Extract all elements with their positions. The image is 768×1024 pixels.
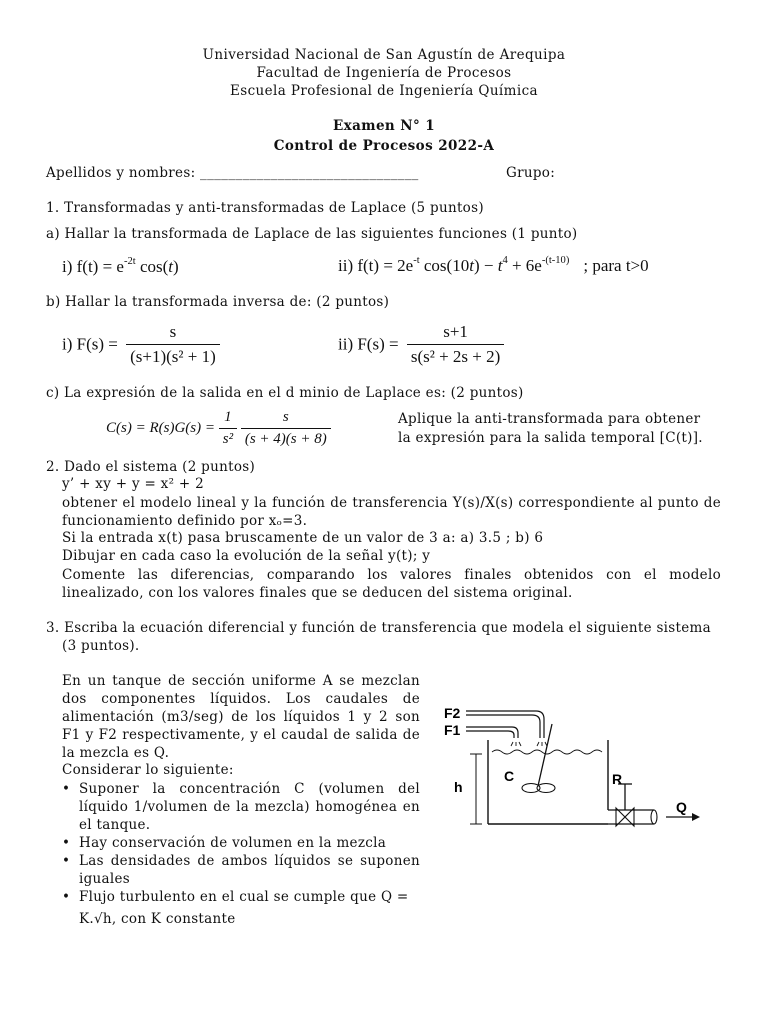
q1c-note-line1: Aplique la anti-transformada para obtener <box>398 411 701 427</box>
q1-heading: 1. Transformadas y anti-transformadas de Laplace (5 puntos) <box>46 200 484 216</box>
label-f1: F1 <box>444 722 461 738</box>
q3-flow-equation: K.√h, con K constante <box>79 911 236 927</box>
q2-heading: 2. Dado el sistema (2 puntos) <box>46 459 256 475</box>
height-marker <box>470 754 482 824</box>
q1a-i-expression: i) $f(t) = e^{-2t}$ cos(t) <box>62 256 179 276</box>
q3-intro: En un tanque de sección uniforme A se mezclan dos componentes líquidos. Los caudales de alimentación (m3/seg) de los líquidos 1 y 2 son F1 y F2 respectivamente, y el caudal de salida de la mezcla es Q. <box>62 673 420 761</box>
q1c-expression: C(s) = R(s)G(s) = $\frac{1}{\text{s²}}$ $\frac{s}{(s + 4)(s + 8)}$ <box>106 409 331 448</box>
name-field-label: Apellidos y nombres: _______________________________ <box>46 165 419 181</box>
q2-equation: y’ + xy + y = x² + 2 <box>62 476 204 492</box>
feed-pipe-f2 <box>466 711 547 746</box>
liquid-surface <box>492 750 602 754</box>
university-name: Universidad Nacional de San Agustín de Arequipa <box>202 47 566 63</box>
q3-consider-label: Considerar lo siguiente: <box>62 762 234 778</box>
tank-mixing-diagram <box>440 700 710 840</box>
outlet-pipe <box>608 810 657 824</box>
q2-paragraph-1: obtener el modelo lineal y la función de transferencia Y(s)/X(s) correspondiente al punto de funcionamiento definido por xₒ=3. <box>62 495 721 529</box>
faculty-name: Facultad de Ingeniería de Procesos <box>256 65 512 81</box>
label-c: C <box>504 768 515 784</box>
list-item: • Suponer la concentración C (volumen del líquido 1/volumen de la mezcla) homogénea en el tanque. <box>62 780 420 834</box>
label-r: R <box>612 771 623 787</box>
group-field-label: Grupo: <box>506 165 556 181</box>
feed-pipe-f1 <box>466 727 521 746</box>
q1b-ii-expression: ii) F(s) = $\frac{s+1}{\text{s(s² + 2s + 2)}}$ <box>338 322 504 367</box>
q2-paragraph-4: Comente las diferencias, comparando los valores finales obtenidos con el modelo linealizado, con los valores finales que se deducen del sistema original. <box>62 567 721 601</box>
q3-heading-line2: (3 puntos). <box>62 638 140 654</box>
list-item: • Hay conservación de volumen en la mezcla <box>62 834 420 852</box>
list-item: • Flujo turbulento en el cual se cumple que Q = <box>62 888 420 906</box>
q1c-heading: c) La expresión de la salida en el d minio de Laplace es: (2 puntos) <box>46 385 524 401</box>
valve-icon <box>616 784 634 826</box>
q1b-heading: b) Hallar la transformada inversa de: (2 puntos) <box>46 294 390 310</box>
exam-subtitle: Control de Procesos 2022-A <box>273 138 495 154</box>
q1a-ii-expression: ii) $f(t) = 2e^{-t}$ $\cos(10t) - t^4 + 6e^{-(t-10)}$ ; para t>0 <box>338 255 649 275</box>
label-f2: F2 <box>444 705 461 721</box>
q1c-note-line2: la expresión para la salida temporal [C(t)]. <box>398 430 703 446</box>
agitator-icon <box>522 724 555 793</box>
q1b-i-expression: i) F(s) = $\frac{s}{\text{(s+1)(s² + 1)}}$ <box>62 322 220 367</box>
label-q: Q <box>676 799 687 815</box>
q3-bullet-list <box>62 780 420 906</box>
q3-heading-line1: 3. Escriba la ecuación diferencial y función de transferencia que modela el siguiente sistema <box>46 620 711 636</box>
q2-paragraph-3: Dibujar en cada caso la evolución de la señal y(t); y <box>62 548 431 564</box>
q2-paragraph-2: Si la entrada x(t) pasa bruscamente de un valor de 3 a: a) 3.5 ; b) 6 <box>62 530 544 546</box>
label-h: h <box>454 779 463 795</box>
school-name: Escuela Profesional de Ingeniería Química <box>230 83 538 99</box>
q1a-heading: a) Hallar la transformada de Laplace de las siguientes funciones (1 punto) <box>46 226 578 242</box>
list-item: • Las densidades de ambos líquidos se suponen iguales <box>62 852 420 888</box>
exam-title: Examen N° 1 <box>332 118 436 134</box>
